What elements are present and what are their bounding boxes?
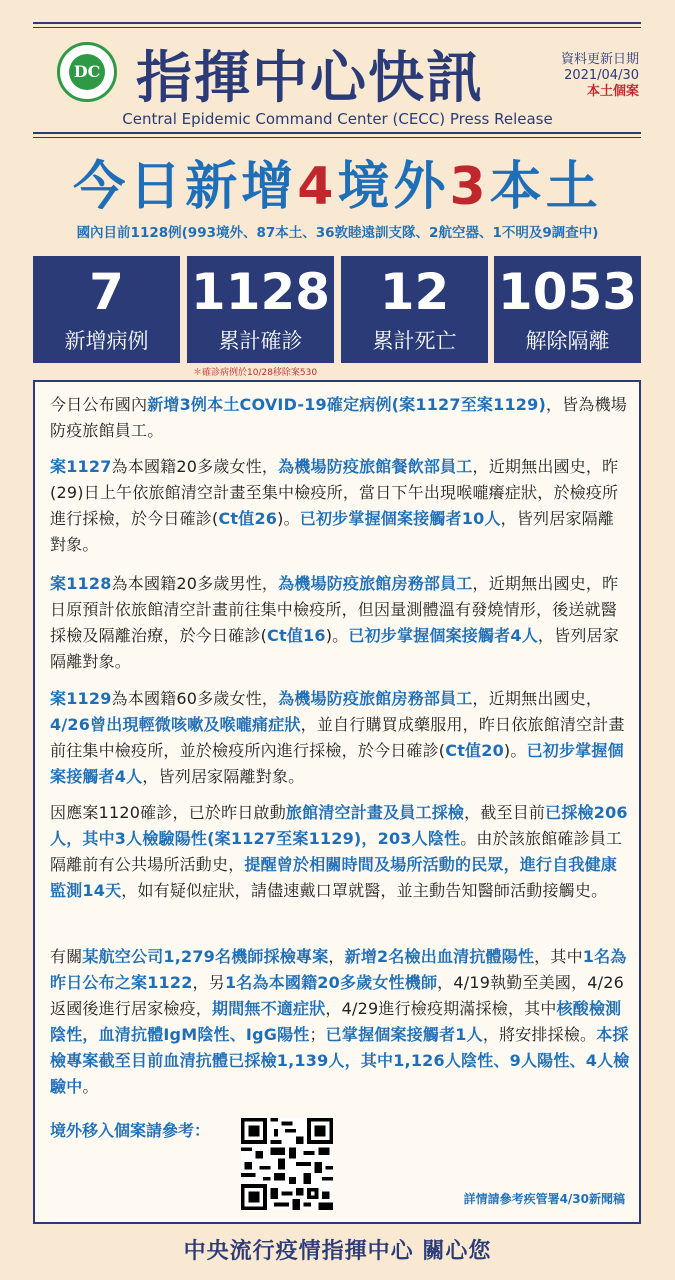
header-top-line-inner [33,27,641,28]
stat-new-cases [33,256,180,363]
body-text: 因應案1120確診，已於昨日啟動 [50,803,286,822]
highlight-text: 期間無不適症狀 [212,999,326,1018]
highlight-text: 本採檢專案截至目前血清抗體已採檢1,139人，其中1,126人陰性、9人陽性、4人檢驗中 [50,1025,630,1096]
stat-value: 1053 [497,263,638,321]
highlight-text: 1名為昨日公布之案1122 [50,947,627,992]
highlight-text: 已初步掌握個案接觸者4人 [50,741,624,786]
stat-label: 累計確診 [218,329,303,353]
highlight-text: 案1127 [50,457,112,476]
stat-total-confirmed [187,256,334,363]
stat-label: 新增病例 [64,329,149,353]
headline: 今日新增4境外3本土 [73,157,602,217]
cdc-logo: DC [57,42,117,102]
highlight-text: 1名為本國籍20多歲女性機師 [224,973,438,992]
highlight-text: 4/26曾出現輕微咳嗽及喉嚨痛症狀 [50,715,301,734]
body-text: 。 [82,1077,99,1096]
body-text: ，皆列居家隔離對象。 [50,509,615,554]
body-text: ，將安排採檢。 [482,1025,597,1044]
highlight-text: 為機場防疫旅館餐飲部員工 [278,457,473,476]
stat-label: 解除隔離 [525,329,610,353]
highlight-text: 已初步掌握個案接觸者4人 [348,626,538,645]
paragraph-case-1127 [50,454,630,558]
body-text: ，其中 [534,947,583,966]
update-info [561,52,639,100]
highlight-text: 為機場防疫旅館房務部員工 [278,574,473,593]
reference-note: 詳情請參考疾管署4/30新聞稿 [463,1192,625,1206]
body-text: ； [309,1025,326,1044]
highlight-text: Ct值20 [445,741,504,760]
totals-line: 國內目前1128例(993境外、87本土、36敦睦遠訓支隊、2航空器、1不明及9調查中) [76,225,599,241]
highlight-text: 為機場防疫旅館房務部員工 [278,689,473,708]
stat-label: 累計死亡 [372,329,457,353]
update-date: 2021/04/30 [564,68,639,83]
stat-total-deaths [341,256,488,363]
body-text: 今日公布國內 [50,395,148,414]
highlight-text: 提醒曾於相關時間及場所活動的民眾，進行自我健康監測14天 [50,855,618,900]
body-text: ，4/19執勤至美國，4/26返國後進行居家檢疫， [50,973,625,1018]
highlight-text: 新增3例本土COVID-19確定病例(案1127至案1129) [147,395,546,414]
body-text: ，皆為機場防疫旅館員工。 [50,395,627,440]
highlight-text: 新增2名檢出血清抗體陽性 [344,947,535,966]
body-text: ，4/29進行檢疫期滿採檢，其中 [325,999,557,1018]
paragraph-intro [50,392,630,444]
paragraph-case-1128 [50,571,630,675]
body-text: 為本國籍20多歲男性， [111,574,279,593]
body-text: 有關 [50,947,83,966]
stat-value: 1128 [190,263,331,321]
qr-code-icon[interactable] [241,1118,333,1210]
header-bottom-line-inner [33,137,641,138]
body-text: ，如有疑似症狀，請儘速戴口罩就醫，並主動告知醫師活動接觸史。 [121,881,608,900]
qr-label: 境外移入個案請參考： [50,1121,211,1140]
headline-local-count: 3 [449,157,490,217]
paragraph-hotel-testing [50,800,630,904]
paragraph-pilot-testing [50,944,630,1100]
body-text: ，並自行購買成藥服用，昨日依旅館清空計畫前往集中檢疫所，並於檢疫所內進行採檢，於今日確診( [50,715,625,760]
body-text: ， [328,947,345,966]
paragraph-case-1129 [50,686,630,790]
stat-released [494,256,641,363]
stat-value: 7 [89,263,124,321]
body-text: ，近期無出國史，昨(29)日上午依旅館清空計畫至集中檢疫所，當日下午出現喉嚨癢症狀，於檢疫所進行採檢，於今日確診( [50,457,619,528]
subtitle: Central Epidemic Command Center (CECC) Press Release [122,110,553,128]
body-text: )。 [503,741,527,760]
update-label: 資料更新日期 [560,52,639,67]
highlight-text: Ct值26 [218,509,278,528]
highlight-text: 核酸檢測陰性，血清抗體IgM陰性、IgG陽性 [50,999,622,1044]
page-title: 指揮中心快訊 [136,46,484,111]
highlight-text: 已掌握個案接觸者1人 [325,1025,483,1044]
highlight-text: 旅館清空計畫及員工採檢 [285,803,465,822]
body-text: ，近期無出國史，昨日原預計依旅館清空計畫前往集中檢疫所，但因量測體溫有發燒情形，後送就醫採檢及隔離治療，於今日確診( [50,574,619,645]
footnote: ＊確診病例於10/28移除案530 [193,368,318,378]
case-type-label: 本土個案 [586,84,639,99]
highlight-text: 已採檢206人，其中3人檢驗陽性(案1127至案1129)，203人陰性 [50,803,628,848]
body-text: ，另 [192,973,225,992]
header-bottom-line [33,132,641,134]
highlight-text: 已初步掌握個案接觸者10人 [299,509,501,528]
footer-text: 中央流行疫情指揮中心 關心您 [183,1239,492,1264]
header-top-line [33,22,641,24]
body-text: ，截至目前 [464,803,546,822]
body-text: )。 [277,509,300,528]
body-text: 。由於該旅館確診員工隔離前有公共場所活動史， [50,829,623,874]
highlight-text: 案1129 [50,689,112,708]
body-text: ，近期無出國史， [472,689,603,708]
body-text: ，皆列居家隔離對象。 [142,767,305,786]
body-text: ，皆列居家隔離對象。 [50,626,619,671]
body-text: 為本國籍20多歲女性， [111,457,279,476]
highlight-text: Ct值16 [267,626,326,645]
body-text: )。 [325,626,349,645]
body-text: 為本國籍60多歲女性， [111,689,279,708]
headline-imported-count: 4 [297,157,338,217]
stat-value: 12 [379,263,450,321]
highlight-text: 案1128 [50,574,112,593]
highlight-text: 某航空公司1,279名機師採檢專案 [82,947,329,966]
